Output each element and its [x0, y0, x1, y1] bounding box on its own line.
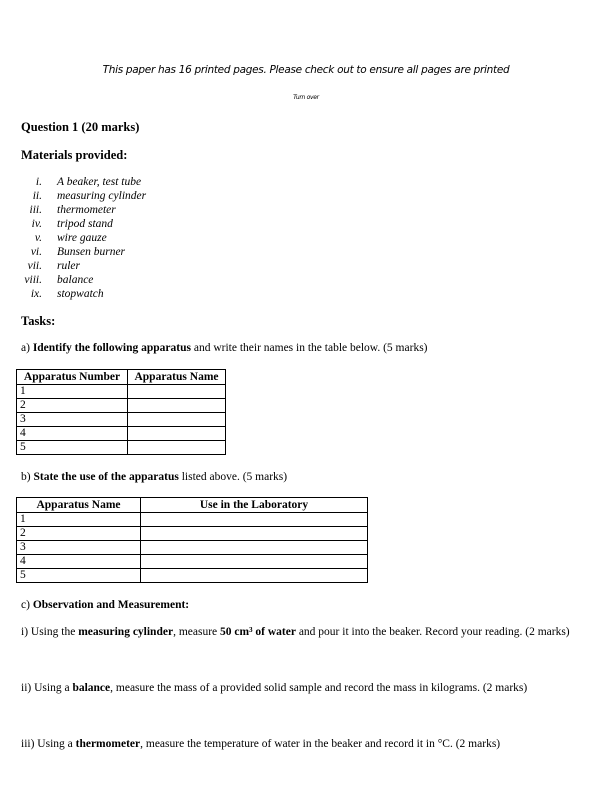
list-item-text: A beaker, test tube: [57, 176, 142, 188]
table-row: [17, 541, 368, 555]
item-bold: measuring cylinder: [78, 626, 174, 638]
turn-over-note: Turn over: [293, 94, 319, 101]
list-item-text: thermometer: [57, 204, 116, 216]
list-item: [18, 245, 146, 259]
item-text: , measure the temperature of water in the beaker and record it in °C. (2 marks): [140, 738, 501, 750]
item-bold: balance: [72, 682, 111, 694]
table-row: [17, 441, 226, 455]
column-header: Use in the Laboratory: [141, 498, 368, 513]
row-number: 1: [17, 385, 128, 399]
task-b-prefix: b): [21, 471, 34, 483]
table-row: [17, 413, 226, 427]
list-item-number: iii.: [29, 204, 42, 216]
table-row: [17, 527, 368, 541]
answer-cell[interactable]: [141, 513, 368, 527]
item-bold: thermometer: [75, 738, 141, 750]
list-item-number: ix.: [30, 288, 42, 300]
tasks-heading: Tasks:: [21, 314, 56, 328]
row-number: 1: [17, 513, 141, 527]
answer-cell[interactable]: [128, 427, 226, 441]
item-text: iii) Using a: [21, 738, 76, 750]
row-number: 2: [17, 527, 141, 541]
list-item-number: v.: [34, 232, 42, 244]
list-item: [18, 231, 146, 245]
task-b-instruction: [21, 471, 287, 483]
table-header-row: [17, 370, 226, 385]
item-text: , measure the mass of a provided solid sample and record the mass in kilograms. (2 marks): [110, 682, 528, 694]
answer-cell[interactable]: [141, 569, 368, 583]
list-item-text: stopwatch: [57, 288, 104, 300]
list-item-number: iv.: [31, 218, 42, 230]
column-header: Apparatus Name: [128, 370, 226, 385]
answer-cell[interactable]: [128, 441, 226, 455]
task-a-prefix: a): [21, 342, 33, 354]
row-number: 5: [17, 569, 141, 583]
materials-heading: Materials provided:: [21, 148, 128, 162]
row-number: 5: [17, 441, 128, 455]
task-c-item-1: [21, 626, 570, 638]
item-text: and pour it into the beaker. Record your reading. (2 marks): [295, 626, 570, 638]
row-number: 2: [17, 399, 128, 413]
task-a-instruction: [21, 342, 428, 354]
list-item-number: viii.: [24, 274, 42, 286]
list-item: [18, 203, 146, 217]
list-item-text: Bunsen burner: [57, 246, 126, 258]
list-item-number: ii.: [32, 190, 42, 202]
list-item-text: ruler: [57, 260, 80, 272]
list-item-number: vi.: [30, 246, 42, 258]
list-item: [18, 189, 146, 203]
table-row: [17, 399, 226, 413]
list-item-text: balance: [57, 274, 94, 286]
list-item: [18, 273, 146, 287]
row-number: 3: [17, 413, 128, 427]
row-number: 4: [17, 555, 141, 569]
row-number: 3: [17, 541, 141, 555]
item-bold: 50 cm³ of water: [220, 626, 296, 638]
question-title: Question 1 (20 marks): [21, 120, 140, 134]
table-header-row: [17, 498, 368, 513]
table-row: [17, 569, 368, 583]
answer-cell[interactable]: [128, 385, 226, 399]
materials-list: [18, 175, 146, 301]
list-item: [18, 217, 146, 231]
list-item-text: tripod stand: [57, 218, 113, 230]
list-item-number: i.: [35, 176, 42, 188]
table-row: [17, 385, 226, 399]
item-text: ii) Using a: [21, 682, 73, 694]
task-b-rest: listed above. (5 marks): [178, 471, 288, 483]
task-c-item-3: [21, 738, 500, 750]
list-item-number: vii.: [27, 260, 42, 272]
table-row: [17, 427, 226, 441]
row-number: 4: [17, 427, 128, 441]
list-item: [18, 259, 146, 273]
list-item-text: measuring cylinder: [57, 190, 147, 202]
table-row: [17, 513, 368, 527]
header-note: This paper has 16 printed pages. Please check out to ensure all pages are printed: [102, 64, 510, 76]
task-c-heading: [21, 599, 189, 611]
task-a-rest: and write their names in the table below. (5 marks): [190, 342, 428, 354]
list-item-text: wire gauze: [57, 232, 107, 244]
list-item: [18, 287, 146, 301]
task-c-prefix: c): [21, 599, 33, 611]
apparatus-number-table: [16, 369, 226, 455]
answer-cell[interactable]: [141, 527, 368, 541]
column-header: Apparatus Name: [17, 498, 141, 513]
answer-cell[interactable]: [141, 541, 368, 555]
task-a-bold: Identify the following apparatus: [32, 342, 191, 354]
task-b-bold: State the use of the apparatus: [33, 471, 179, 483]
table-row: [17, 555, 368, 569]
column-header: Apparatus Number: [17, 370, 128, 385]
list-item: [18, 175, 146, 189]
answer-cell[interactable]: [141, 555, 368, 569]
answer-cell[interactable]: [128, 413, 226, 427]
item-text: i) Using the: [21, 626, 79, 638]
answer-cell[interactable]: [128, 399, 226, 413]
task-c-bold: Observation and Measurement:: [32, 599, 190, 611]
item-text: , measure: [173, 626, 221, 638]
apparatus-use-table: [16, 497, 368, 583]
task-c-item-2: [21, 682, 527, 694]
